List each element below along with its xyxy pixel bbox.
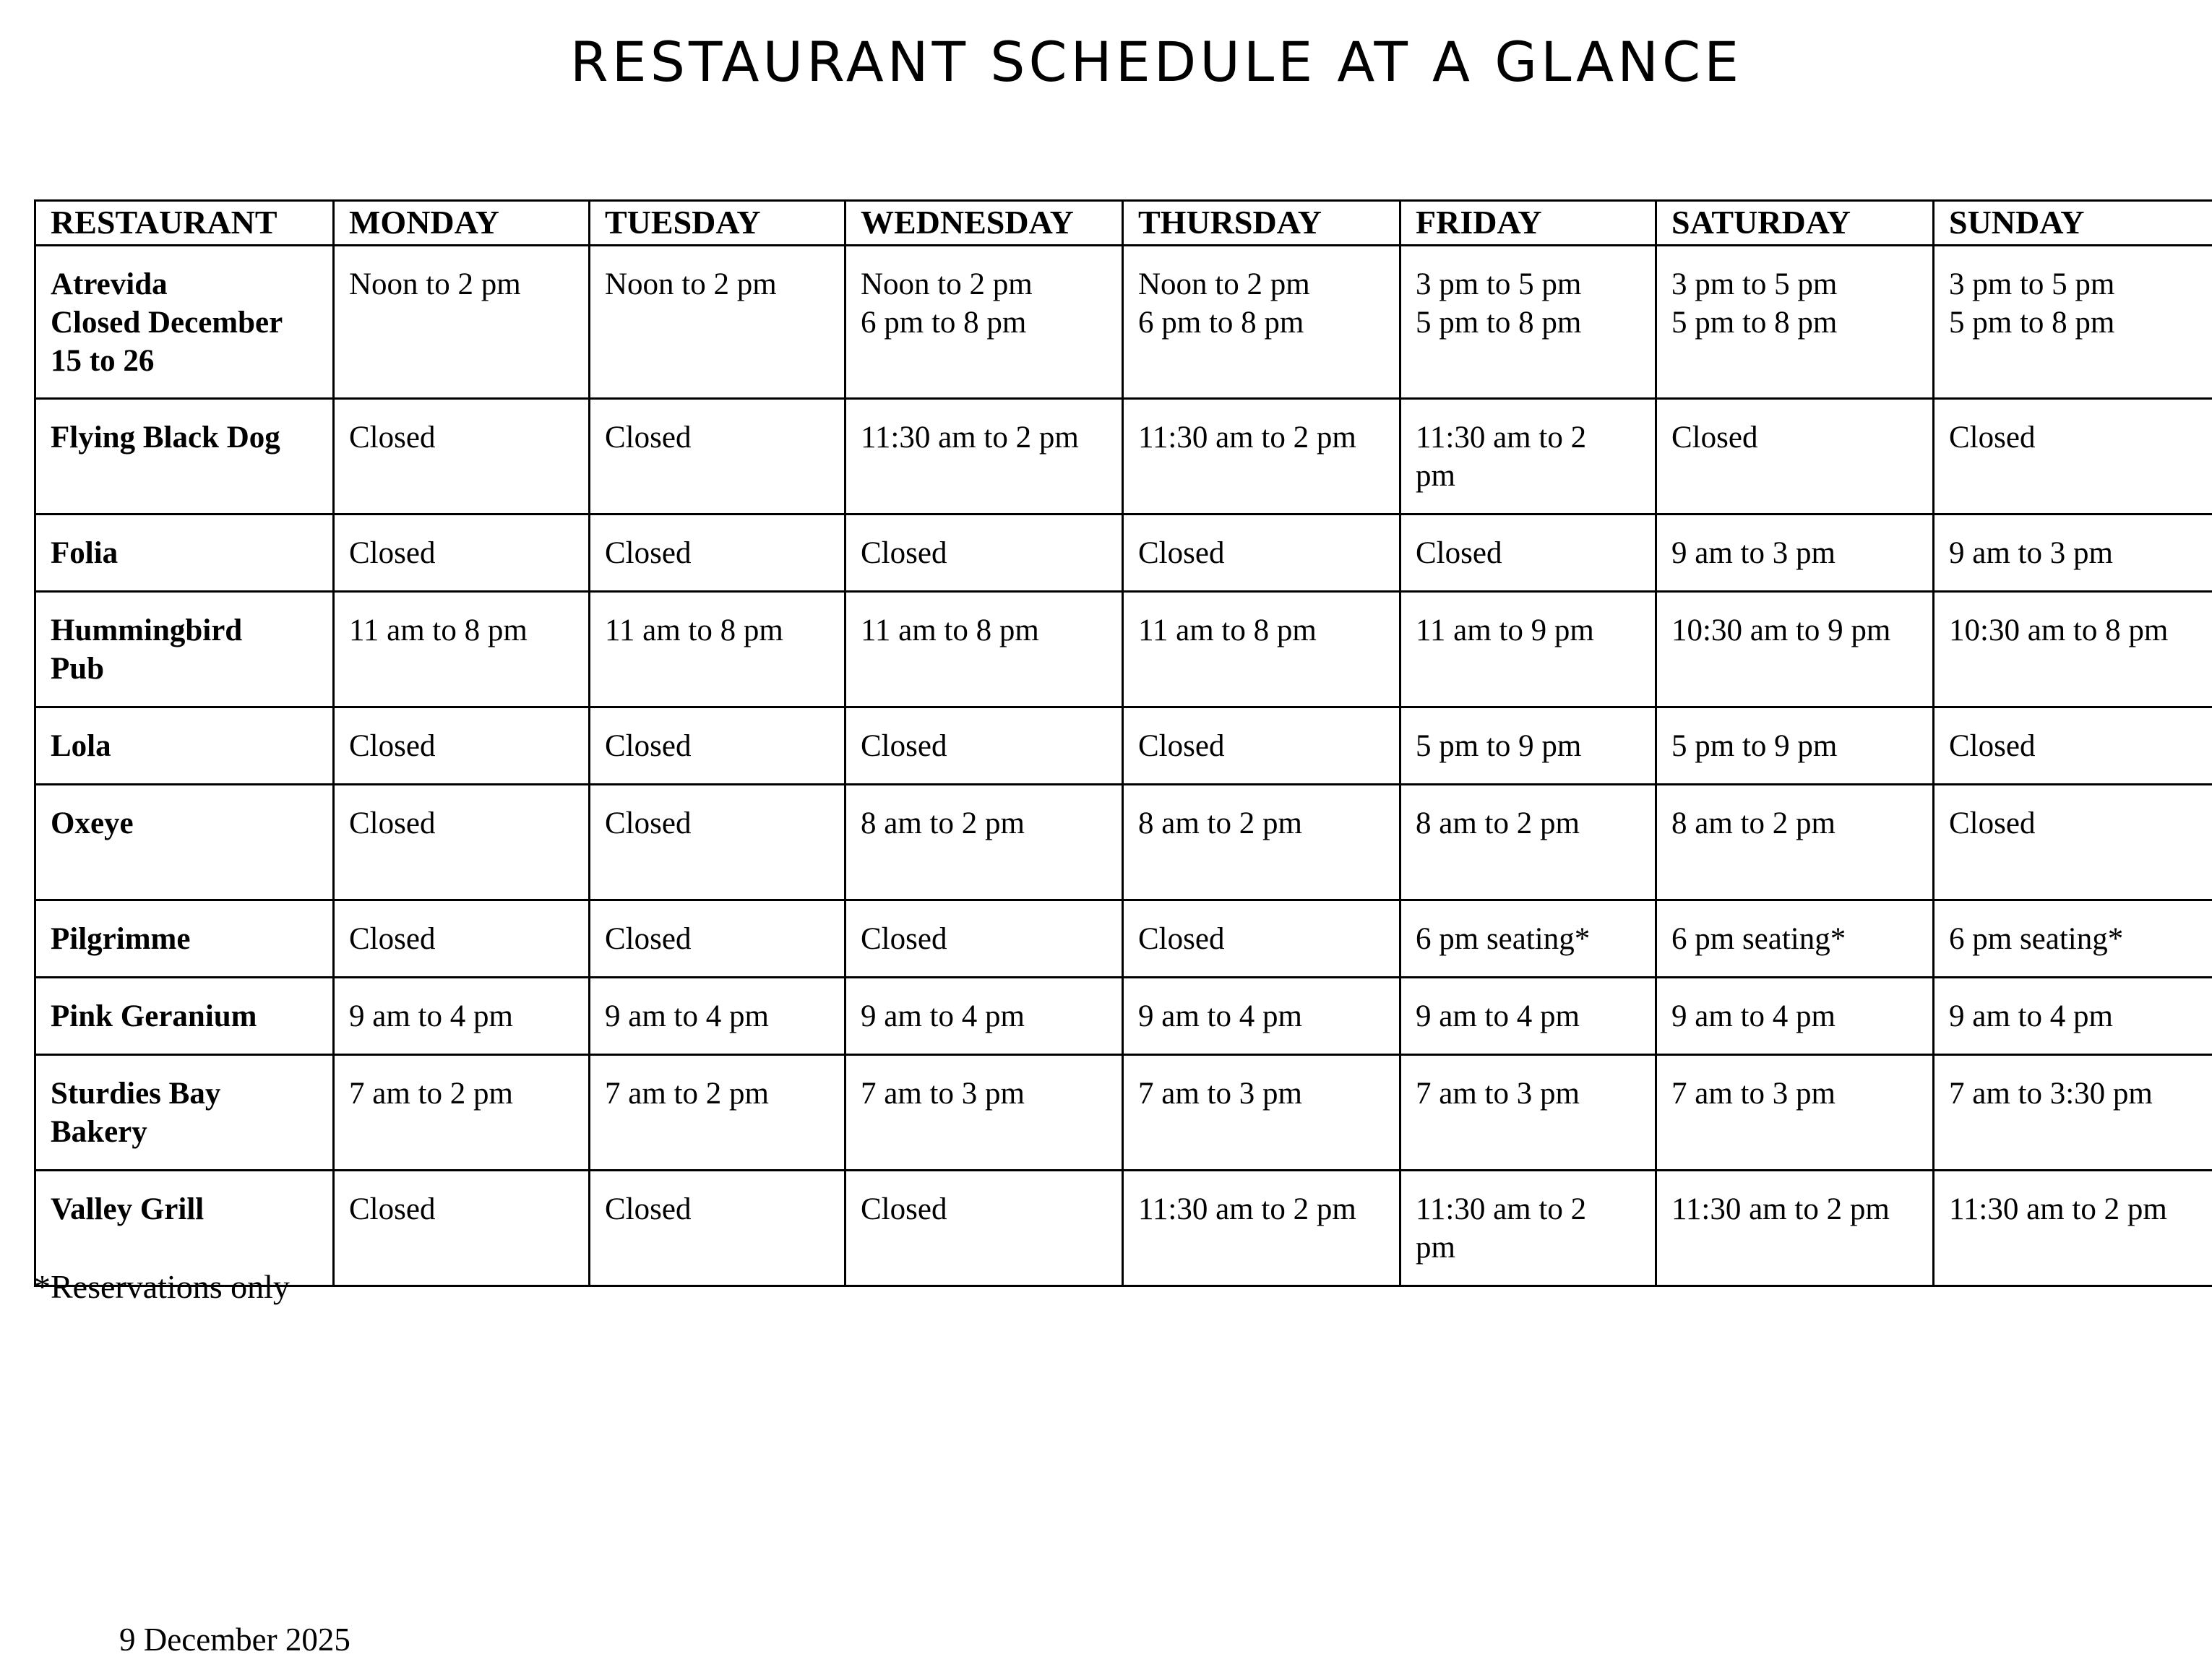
restaurant-name: Folia (35, 514, 334, 592)
header-friday: FRIDAY (1400, 201, 1656, 246)
hours-cell: Closed (334, 707, 590, 785)
hours-cell: 11 am to 8 pm (845, 592, 1123, 707)
header-wednesday: WEDNESDAY (845, 201, 1123, 246)
hours-cell: 3 pm to 5 pm 5 pm to 8 pm (1934, 246, 2212, 399)
hours-cell: 7 am to 3 pm (1656, 1055, 1934, 1171)
hours-cell: 7 am to 3 pm (845, 1055, 1123, 1171)
hours-cell: 11 am to 9 pm (1400, 592, 1656, 707)
hours-cell: Closed (590, 707, 845, 785)
hours-cell: Closed (1934, 785, 2212, 900)
table-row (35, 900, 2212, 978)
hours-cell: Noon to 2 pm 6 pm to 8 pm (1123, 246, 1400, 399)
hours-cell: 10:30 am to 8 pm (1934, 592, 2212, 707)
header-thursday: THURSDAY (1123, 201, 1400, 246)
hours-cell: Closed (1934, 399, 2212, 514)
hours-cell: Closed (334, 900, 590, 978)
restaurant-name: Lola (35, 707, 334, 785)
header-monday: MONDAY (334, 201, 590, 246)
hours-cell: Noon to 2 pm (590, 246, 845, 399)
hours-cell: Closed (590, 1171, 845, 1286)
hours-cell: 9 am to 4 pm (590, 978, 845, 1055)
table-row (35, 246, 2212, 399)
hours-cell: 5 pm to 9 pm (1656, 707, 1934, 785)
hours-cell: 8 am to 2 pm (845, 785, 1123, 900)
hours-cell: 11:30 am to 2 pm (845, 399, 1123, 514)
hours-cell: Closed (590, 785, 845, 900)
hours-cell: 9 am to 4 pm (1123, 978, 1400, 1055)
hours-cell: Closed (845, 1171, 1123, 1286)
hours-cell: 11 am to 8 pm (334, 592, 590, 707)
table-row (35, 785, 2212, 900)
hours-cell: 11:30 am to 2 pm (1123, 1171, 1400, 1286)
hours-cell: 11:30 am to 2 pm (1656, 1171, 1934, 1286)
hours-cell: 7 am to 2 pm (590, 1055, 845, 1171)
hours-cell: Closed (1123, 707, 1400, 785)
hours-cell: Closed (1934, 707, 2212, 785)
footnote: *Reservations only (34, 1268, 290, 1305)
hours-cell: 9 am to 4 pm (1656, 978, 1934, 1055)
hours-cell: 8 am to 2 pm (1400, 785, 1656, 900)
restaurant-name: Oxeye (35, 785, 334, 900)
restaurant-name: Sturdies Bay Bakery (35, 1055, 334, 1171)
hours-cell: Closed (1400, 514, 1656, 592)
hours-cell: 9 am to 4 pm (1400, 978, 1656, 1055)
hours-cell: 11 am to 8 pm (1123, 592, 1400, 707)
header-saturday: SATURDAY (1656, 201, 1934, 246)
hours-cell: 9 am to 4 pm (845, 978, 1123, 1055)
hours-cell: 8 am to 2 pm (1123, 785, 1400, 900)
hours-cell: 9 am to 4 pm (334, 978, 590, 1055)
hours-cell: Closed (1123, 900, 1400, 978)
hours-cell: Closed (590, 399, 845, 514)
hours-cell: 11 am to 8 pm (590, 592, 845, 707)
restaurant-name: Hummingbird Pub (35, 592, 334, 707)
hours-cell: 7 am to 2 pm (334, 1055, 590, 1171)
hours-cell: 11:30 am to 2 pm (1400, 399, 1656, 514)
hours-cell: Closed (334, 1171, 590, 1286)
header-restaurant: RESTAURANT (35, 201, 334, 246)
table-row (35, 399, 2212, 514)
hours-cell: Closed (845, 707, 1123, 785)
table-row (35, 978, 2212, 1055)
restaurant-name: Valley Grill (35, 1171, 334, 1286)
table-row (35, 707, 2212, 785)
restaurant-name: Pilgrimme (35, 900, 334, 978)
hours-cell: Closed (334, 514, 590, 592)
hours-cell: Closed (590, 900, 845, 978)
hours-cell: 6 pm seating* (1934, 900, 2212, 978)
hours-cell: Noon to 2 pm 6 pm to 8 pm (845, 246, 1123, 399)
hours-cell: 7 am to 3 pm (1123, 1055, 1400, 1171)
header-sunday: SUNDAY (1934, 201, 2212, 246)
hours-cell: Noon to 2 pm (334, 246, 590, 399)
hours-cell: Closed (334, 785, 590, 900)
table-row (35, 1055, 2212, 1171)
hours-cell: Closed (1123, 514, 1400, 592)
hours-cell: 7 am to 3:30 pm (1934, 1055, 2212, 1171)
hours-cell: Closed (334, 399, 590, 514)
hours-cell: 11:30 am to 2 pm (1400, 1171, 1656, 1286)
hours-cell: 6 pm seating* (1656, 900, 1934, 978)
hours-cell: 11:30 am to 2 pm (1123, 399, 1400, 514)
schedule-table (34, 199, 2212, 1287)
hours-cell: 10:30 am to 9 pm (1656, 592, 1934, 707)
footer-date: 9 December 2025 (119, 1622, 350, 1658)
hours-cell: 9 am to 4 pm (1934, 978, 2212, 1055)
restaurant-name: Pink Geranium (35, 978, 334, 1055)
hours-cell: 9 am to 3 pm (1934, 514, 2212, 592)
hours-cell: 3 pm to 5 pm 5 pm to 8 pm (1400, 246, 1656, 399)
hours-cell: 6 pm seating* (1400, 900, 1656, 978)
hours-cell: 5 pm to 9 pm (1400, 707, 1656, 785)
restaurant-name: Atrevida Closed December 15 to 26 (35, 246, 334, 399)
hours-cell: Closed (1656, 399, 1934, 514)
hours-cell: 3 pm to 5 pm 5 pm to 8 pm (1656, 246, 1934, 399)
table-row (35, 1171, 2212, 1286)
hours-cell: 7 am to 3 pm (1400, 1055, 1656, 1171)
hours-cell: 9 am to 3 pm (1656, 514, 1934, 592)
restaurant-name: Flying Black Dog (35, 399, 334, 514)
header-tuesday: TUESDAY (590, 201, 845, 246)
table-row (35, 592, 2212, 707)
hours-cell: Closed (845, 900, 1123, 978)
page-title: RESTAURANT SCHEDULE AT A GLANCE (569, 30, 1743, 94)
hours-cell: Closed (845, 514, 1123, 592)
table-row (35, 514, 2212, 592)
hours-cell: 11:30 am to 2 pm (1934, 1171, 2212, 1286)
hours-cell: 8 am to 2 pm (1656, 785, 1934, 900)
hours-cell: Closed (590, 514, 845, 592)
header-row (35, 201, 2212, 246)
